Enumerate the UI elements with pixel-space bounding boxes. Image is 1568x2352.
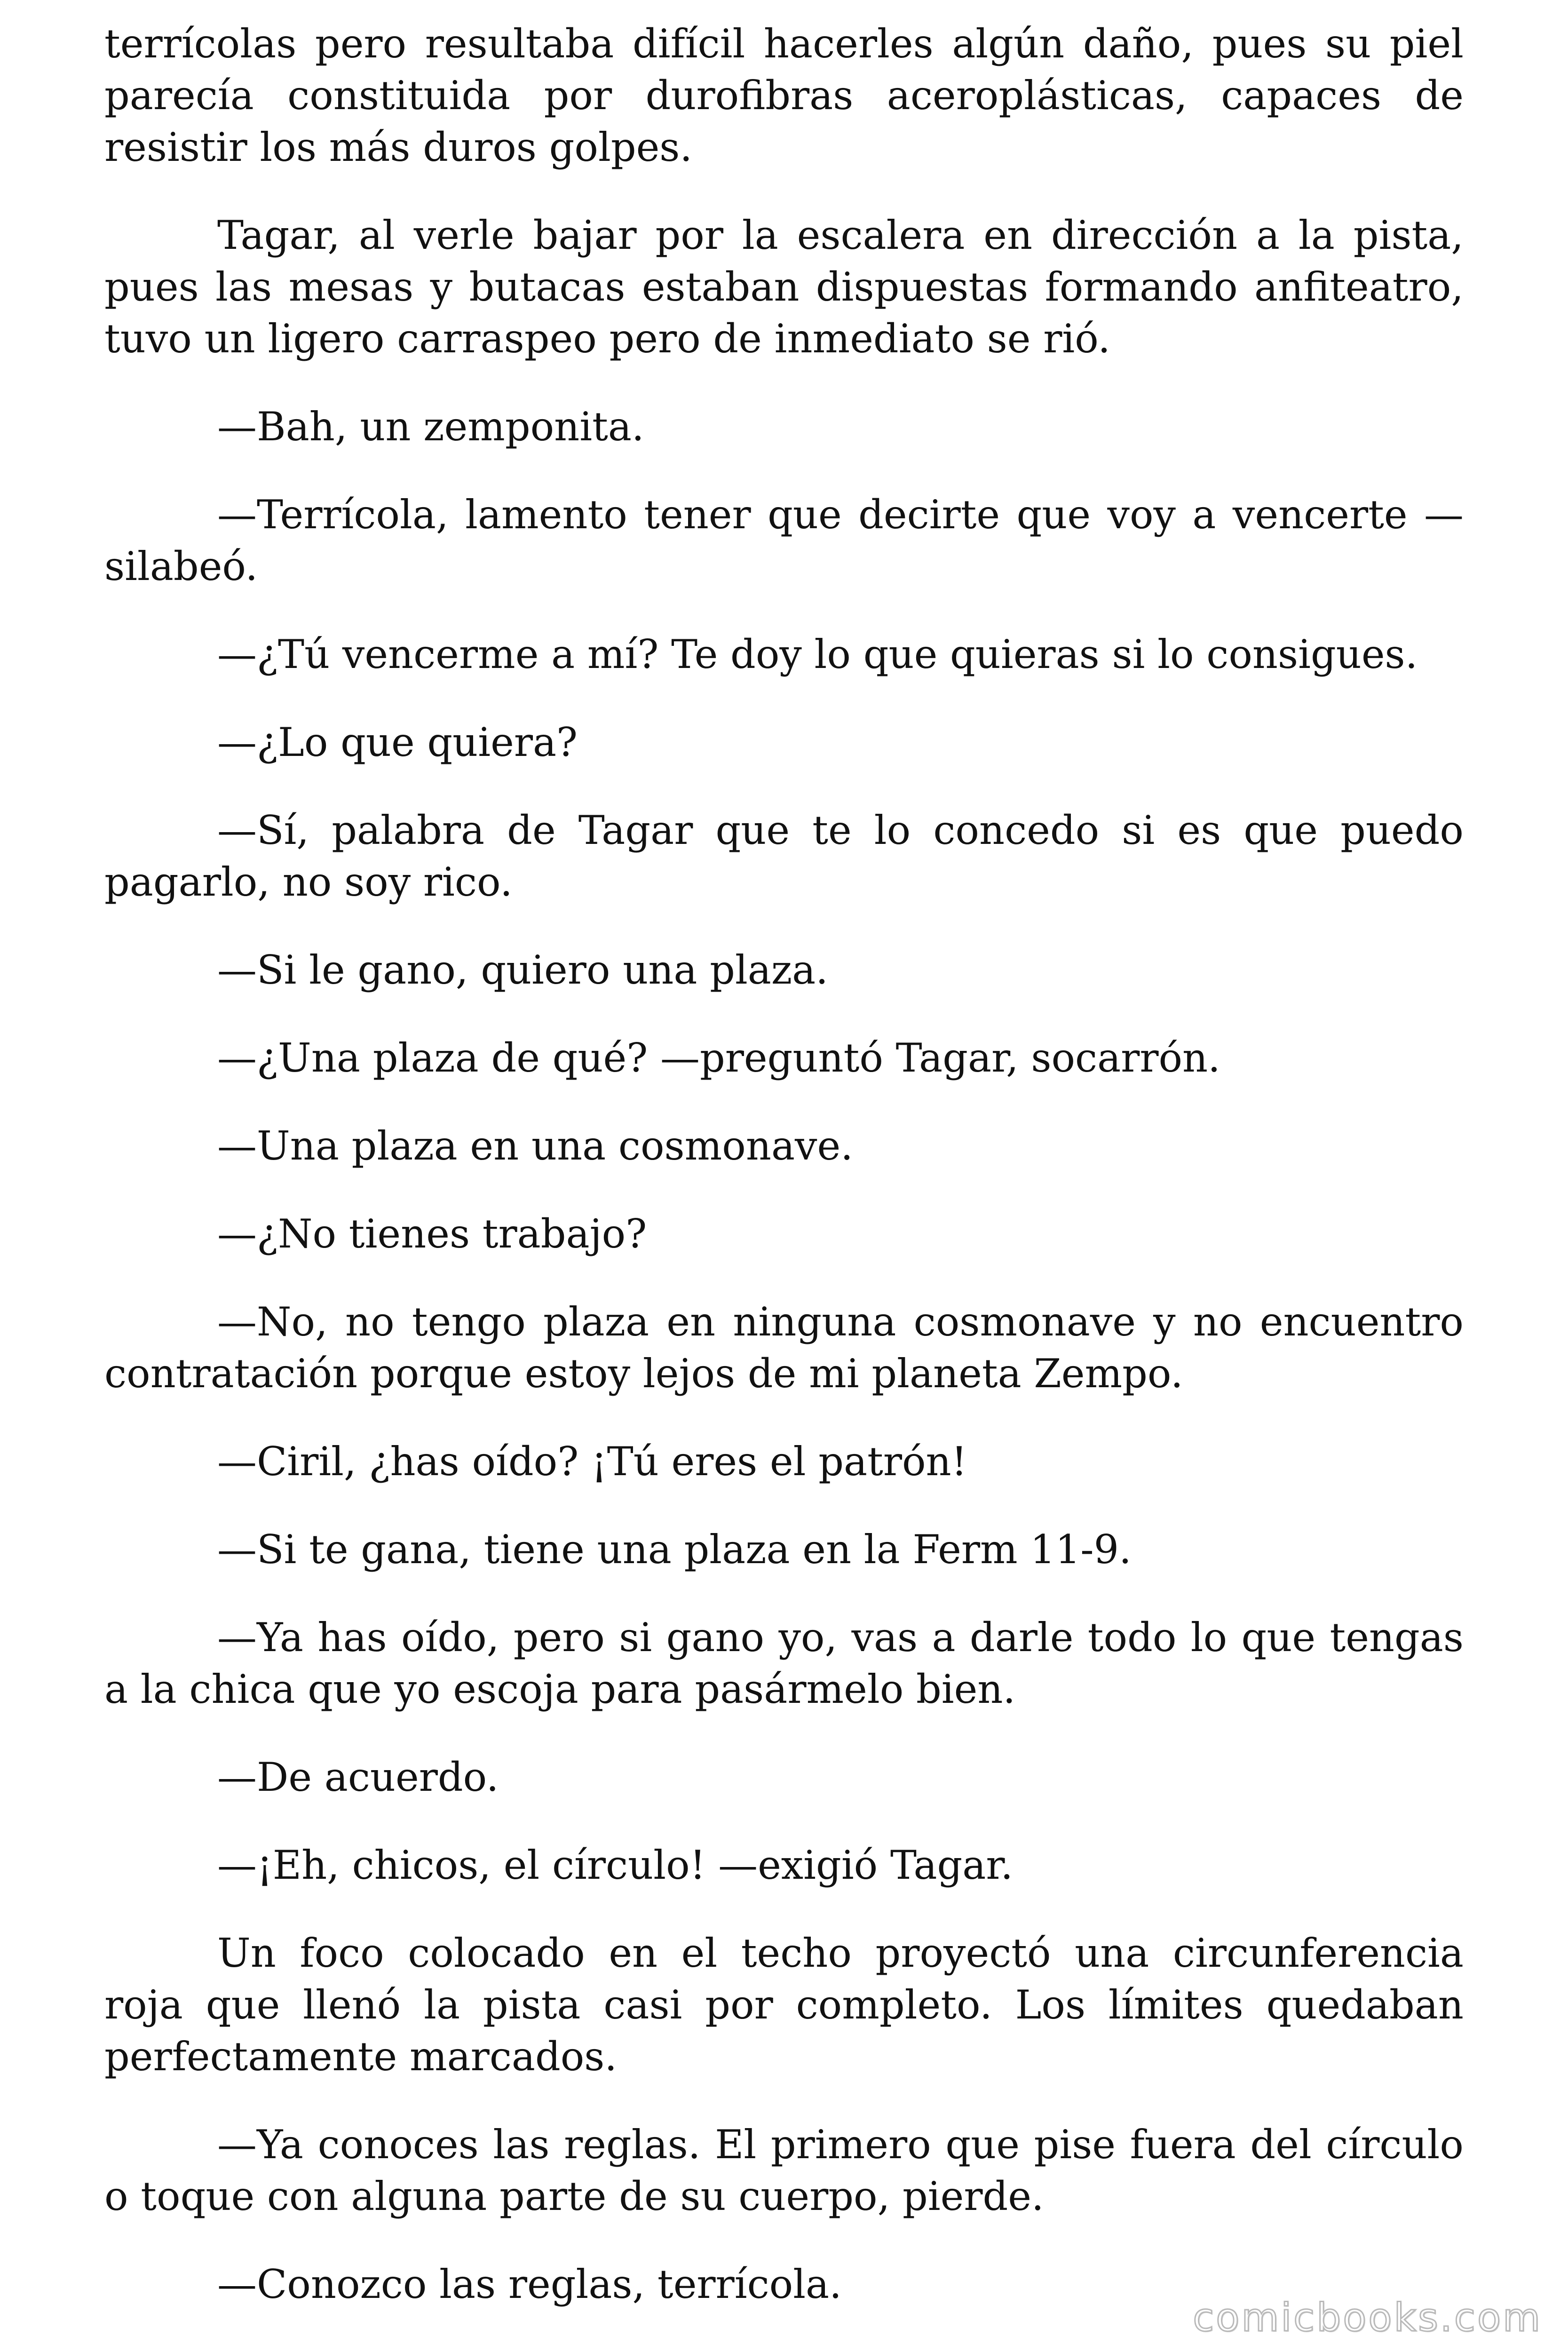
paragraph: —¿Tú vencerme a mí? Te doy lo que quieras si lo consigues. xyxy=(217,631,1418,677)
paragraph: —Bah, un zemponita. xyxy=(217,404,644,450)
paragraph: —No, no tengo plaza en ninguna cosmonave y no encuentro contratación porque estoy lejos de mi planeta Zempo. xyxy=(104,1299,1464,1397)
paragraph: —Sí, palabra de Tagar que te lo concedo si es que puedo pagarlo, no soy rico. xyxy=(104,807,1464,905)
paragraph: —¡Eh, chicos, el círculo! —exigió Tagar. xyxy=(217,1842,1014,1888)
paragraph: —Ciril, ¿has oído? ¡Tú eres el patrón! xyxy=(217,1438,967,1485)
paragraph: Un foco colocado en el techo proyectó una circunferencia roja que llenó la pista casi por completo. Los límites quedaban perfectamente marcados. xyxy=(104,1930,1464,2080)
paragraph: —¿Lo que quiera? xyxy=(217,719,578,765)
paragraph: —Si te gana, tiene una plaza en la Ferm 11-9. xyxy=(217,1526,1132,1573)
paragraph: —Conozco las reglas, terrícola. xyxy=(217,2261,842,2307)
paragraph: —Ya conoces las reglas. El primero que pise fuera del círculo o toque con alguna parte de su cuerpo, pierde. xyxy=(104,2122,1464,2219)
book-page xyxy=(104,18,1464,2346)
watermark: comicbooks.com xyxy=(1193,2296,1542,2340)
paragraph: —¿Una plaza de qué? —preguntó Tagar, socarrón. xyxy=(217,1035,1220,1081)
paragraph: —Una plaza en una cosmonave. xyxy=(217,1123,853,1169)
paragraph: —Ya has oído, pero si gano yo, vas a darle todo lo que tengas a la chica que yo escoja para pasármelo bien. xyxy=(104,1614,1464,1712)
paragraph: terrícolas pero resultaba difícil hacerles algún daño, pues su piel parecía constituida por durofibras aceroplásticas, capaces de resistir los más duros golpes. xyxy=(104,21,1464,170)
paragraph: Tagar, al verle bajar por la escalera en dirección a la pista, pues las mesas y butacas estaban dispuestas formando anfiteatro, tuvo un ligero carraspeo pero de inmediato se rió. xyxy=(104,212,1464,362)
paragraph: —De acuerdo. xyxy=(217,1754,499,1800)
paragraph: —Terrícola, lamento tener que decirte que voy a vencerte —silabeó. xyxy=(104,492,1464,589)
paragraph: —Si le gano, quiero una plaza. xyxy=(217,947,828,993)
paragraph: —¿No tienes trabajo? xyxy=(217,1211,647,1257)
